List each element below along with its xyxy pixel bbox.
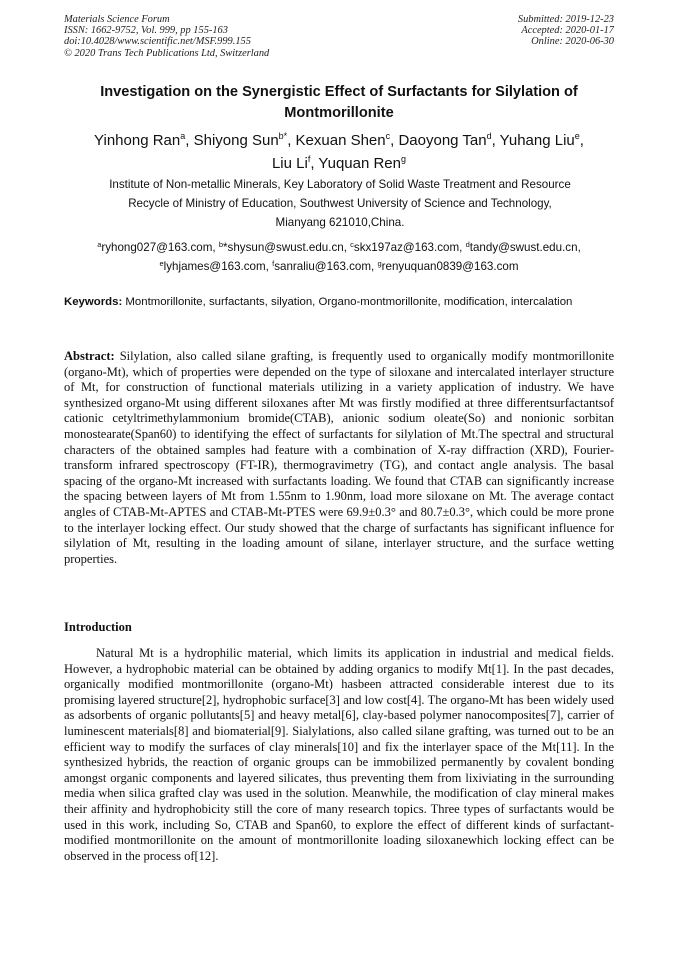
introduction-heading: Introduction bbox=[64, 620, 132, 634]
introduction-text: Natural Mt is a hydrophilic material, which limits its application in industrial and medical fields. However, a hydrophobic material can be obtained by adding organics to modify Mt[1]. In the past decades, organically modified montmorillonite (organo-Mt) hasbeen attracted considerable interest due to its promising layered structure[2], hydrophobic surface[3] and low cost[4]. The organo-Mt has been widely used as adsorbents of organic pollutants[5] and heavy metal[6], clay-based polymer nanocomposites[7], carrier of luminescent materials[8] and biomaterial[9]. Sialylations, also called silane grafting, was turned out to be an efficient way to modify the surfaces of clay minerals[10] and fix the interlayer space of the Mt[11]. In the synthesized hybrids, the reaction of organic groups can be immobilized permanently by covalent bonding amongst organic components and layered silicates, thus preventing them from lixiviating in the surrounding media when silica grafted clay was used in the solution. Meanwhile, the modification of clay mineral makes their affinity and hydrophobicity still the core of many research topics. Three types of surfactants would be used in this work, including So, CTAB and Span60, to explore the effect of different kinds of surfactant-modified montmorillonite on the amount of montmorillonite loading siloxanewhich locking effect can be observed in the process of[12]. bbox=[64, 646, 614, 863]
email[interactable]: $^d$tandy@swust.edu.cn, bbox=[465, 240, 581, 254]
author-emails bbox=[60, 238, 618, 276]
author: Yuquan Ren$^g$ bbox=[318, 154, 407, 172]
dates-header bbox=[518, 14, 614, 48]
affiliation bbox=[70, 176, 610, 232]
keywords-section bbox=[64, 293, 614, 312]
email[interactable]: $^g$renyuquan0839@163.com bbox=[377, 259, 519, 273]
keywords-label: Keywords: bbox=[64, 296, 123, 308]
submitted-date: Submitted: 2019-12-23 bbox=[517, 14, 614, 25]
author: Yinhong Ran$^a$, bbox=[94, 131, 194, 149]
journal-doi[interactable]: doi:10.4028/www.scientific.net/MSF.999.155 bbox=[64, 36, 251, 48]
email[interactable]: $^a$ryhong027@163.com, bbox=[97, 240, 219, 254]
author: Shiyong Sun$^{b*}$, bbox=[193, 131, 296, 149]
email[interactable]: $^f$sanraliu@163.com, bbox=[272, 259, 378, 273]
journal-header bbox=[64, 14, 269, 59]
accepted-date: Accepted: 2020-01-17 bbox=[521, 25, 614, 37]
journal-name: Materials Science Forum bbox=[64, 14, 170, 25]
keywords-text: Montmorillonite, surfactants, silyation, Organo-montmorillonite, modification, intercalation bbox=[125, 296, 573, 308]
affiliation-line: Recycle of Ministry of Education, Southwest University of Science and Technology, bbox=[128, 196, 552, 210]
abstract-label: Abstract: bbox=[64, 349, 115, 363]
affiliation-line: Institute of Non-metallic Minerals, Key Laboratory of Solid Waste Treatment and Resource bbox=[109, 178, 571, 191]
journal-issn: ISSN: 1662-9752, Vol. 999, pp 155-163 bbox=[64, 25, 228, 37]
author: Kexuan Shen$^c$, bbox=[295, 131, 399, 149]
abstract-section bbox=[64, 349, 614, 567]
affiliation-line: Mianyang 621010,China. bbox=[275, 215, 405, 229]
email[interactable]: $^c$skx197az@163.com, bbox=[350, 240, 466, 254]
online-date: Online: 2020-06-30 bbox=[531, 36, 614, 48]
author: Yuhang Liu$^e$, bbox=[499, 131, 584, 149]
email[interactable]: $^e$lyhjames@163.com, bbox=[159, 259, 273, 273]
paper-title: Investigation on the Synergistic Effect of Surfactants for Silylation of Montmorillonite bbox=[100, 84, 578, 121]
email[interactable]: $^b$*shysun@swust.edu.cn, bbox=[218, 240, 351, 254]
journal-copyright: © 2020 Trans Tech Publications Ltd, Switzerland bbox=[64, 47, 270, 59]
author-list bbox=[52, 129, 626, 175]
abstract-text: Silylation, also called silane grafting, is frequently used to organically modify montmorillonite (organo-Mt), which of properties were depended on the type of siloxane and intercalated interlayer structure of Mt, for construction of functional materials utilizing in a variety application of industry. We have synthesized organo-Mt using different siloxanes after Mt was firstly modified at three differentsurfactantsof cationic cetyltrimethylammonium bromide(CTAB), anionic sodium oleate(So) and nonionic sorbitan monostearate(Span60) to identifying the effect of surfactants for silylation of Mt.The spectral and structural characters of the obtained samples had feature with a combination of X-ray diffraction (XRD), Fourier-transform infrared spectroscopy (FT-IR), thermogravimetry (TG), and contact angle analysis. The basal spacing of the organo-Mt increased with surfactants loading. We found that CTAB can significantly increase the spacing between layers of Mt from 1.55nm to 1.90nm, load more siloxane on Mt. The average contact angles of CTAB-Mt-APTES and CTAB-Mt-PTES were 69.9±0.3° and 80.7±0.3°, which could be more prone to the interlayer locking effect. Our study showed that the charge of surfactants has significant influence for silylation of Mt, resulting in the loading amount of silane, interlayer structure, and the surface wetting properties. bbox=[64, 349, 615, 566]
author: Daoyong Tan$^d$, bbox=[398, 131, 500, 149]
author: Liu Li$^f$, bbox=[271, 154, 319, 172]
